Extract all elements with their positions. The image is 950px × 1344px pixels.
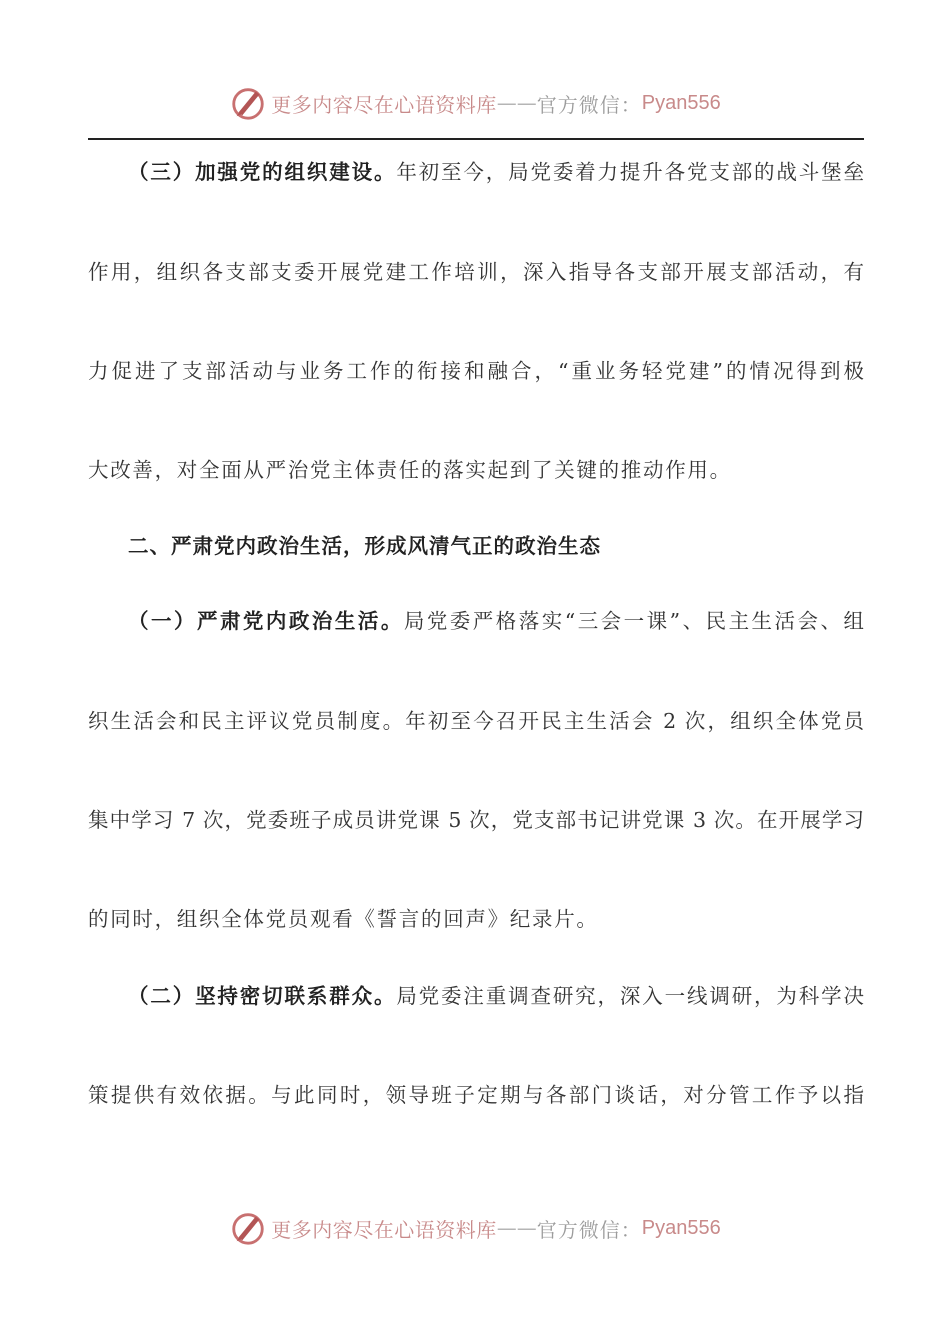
- section-heading: 二、严肃党内政治生活，形成风清气正的政治生态: [128, 534, 601, 558]
- paragraph-1-line-4: 大改善，对全面从严治党主体责任的落实起到了关键的推动作用。: [88, 458, 732, 482]
- paragraph-2-line-2: 织生活会和民主评议党员制度。年初至今召开民主生活会 2 次，组织全体党员: [88, 709, 864, 733]
- quill-pen-seal-icon: [229, 1209, 267, 1247]
- footer-account: Pyan556: [641, 1216, 721, 1239]
- paragraph-2-line-4: 的同时，组织全体党员观看《誓言的回声》纪录片。: [88, 907, 599, 931]
- header-rule: [88, 138, 864, 140]
- banner-wechat-label: 官方微信：: [536, 92, 642, 117]
- footer-site-name: 更多内容尽在心语资料库: [271, 1217, 497, 1242]
- paragraph-3-line-1: [88, 981, 864, 1011]
- paragraph-2-line-1: [88, 606, 864, 636]
- paragraph-1-lead: （三）加强党的组织建设。: [128, 160, 397, 184]
- paragraph-2-line-3: 集中学习 7 次，党委班子成员讲党课 5 次，党支部书记讲党课 3 次。在开展学习: [88, 808, 864, 832]
- paragraph-2-text: 局党委严格落实“三会一课”、民主生活会、组: [403, 609, 864, 633]
- banner-account: Pyan556: [641, 91, 721, 114]
- footer-dash: ——: [496, 1216, 537, 1240]
- paragraph-2-lead: （一）严肃党内政治生活。: [128, 609, 404, 633]
- banner-site-name: 更多内容尽在心语资料库: [271, 92, 497, 117]
- paragraph-1-line-2: 作用，组织各支部支委开展党建工作培训，深入指导各支部开展支部活动，有: [88, 260, 864, 284]
- header-banner: [0, 83, 950, 123]
- paragraph-3-text: 局党委注重调查研究，深入一线调研，为科学决: [396, 984, 864, 1008]
- footer-banner: [0, 1208, 950, 1248]
- banner-dash: ——: [496, 91, 537, 115]
- paragraph-1-line-1: [88, 157, 864, 187]
- paragraph-1-line-3: 力促进了支部活动与业务工作的衔接和融合，“重业务轻党建”的情况得到极: [88, 359, 864, 383]
- paragraph-3-lead: （二）坚持密切联系群众。: [128, 984, 397, 1008]
- footer-wechat-label: 官方微信：: [536, 1217, 642, 1242]
- quill-pen-seal-icon: [229, 84, 267, 122]
- paragraph-1-text: 年初至今，局党委着力提升各党支部的战斗堡垒: [396, 160, 864, 184]
- paragraph-3-line-2: 策提供有效依据。与此同时，领导班子定期与各部门谈话，对分管工作予以指: [88, 1083, 864, 1107]
